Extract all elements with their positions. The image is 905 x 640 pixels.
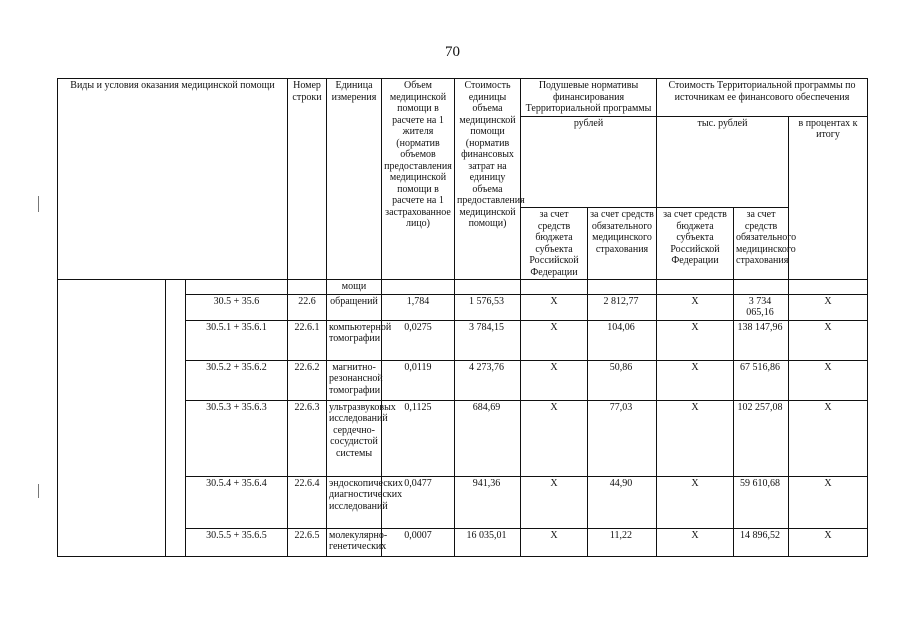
- header-volume: Объем медицинской помощи в расчете на 1 жителя (норматив объемов предоставления медицинской помощи в расчете на 1 застрахованное лицо): [382, 79, 455, 280]
- data-table: [57, 78, 868, 557]
- row-cost: 941,36: [455, 476, 521, 528]
- page-number: 70: [445, 44, 460, 60]
- row-unit: эндоскопических диагностических исследований: [327, 476, 382, 528]
- row-line: 22.6.5: [288, 528, 327, 556]
- row-unit: мощи: [327, 280, 382, 295]
- row-src-budget: X: [657, 528, 734, 556]
- row-line: 22.6.1: [288, 320, 327, 360]
- row-pc-oms: 104,06: [588, 320, 657, 360]
- row-src-oms: 14 896,52: [734, 528, 789, 556]
- row-src-budget: X: [657, 400, 734, 476]
- header-pc-budget: за счет средств бюджета субъекта Российской Федерации: [521, 208, 588, 280]
- row-cost: 3 784,15: [455, 320, 521, 360]
- row-src-oms: 138 147,96: [734, 320, 789, 360]
- row-unit: компьютерной томографии: [327, 320, 382, 360]
- row-pc-budget: X: [521, 476, 588, 528]
- row-src-budget: X: [657, 320, 734, 360]
- row-src-oms: 59 610,68: [734, 476, 789, 528]
- row-code: [186, 280, 288, 295]
- header-percent: в процентах к итогу: [789, 116, 868, 280]
- row-src-oms: 67 516,86: [734, 360, 789, 400]
- row-code: 30.5.4 + 35.6.4: [186, 476, 288, 528]
- row-percent: X: [789, 320, 868, 360]
- header-unit-rub: рублей: [521, 116, 657, 208]
- row-percent: X: [789, 294, 868, 320]
- row-pc-oms: 77,03: [588, 400, 657, 476]
- stub-cell: [166, 280, 186, 557]
- header-line-number: Номер строки: [288, 79, 327, 280]
- header-unit-thousand-rub: тыс. рублей: [657, 116, 789, 208]
- row-pc-budget: X: [521, 360, 588, 400]
- row-pc-budget: X: [521, 320, 588, 360]
- row-volume: 0,0275: [382, 320, 455, 360]
- row-pc-budget: X: [521, 528, 588, 556]
- row-pc-budget: X: [521, 294, 588, 320]
- row-src-oms: 102 257,08: [734, 400, 789, 476]
- continuation-row: [58, 280, 868, 295]
- row-percent: X: [789, 360, 868, 400]
- row-src-oms: 3 734 065,16: [734, 294, 789, 320]
- row-percent: X: [789, 400, 868, 476]
- row-line: [288, 280, 327, 295]
- row-src-budget: X: [657, 476, 734, 528]
- row-volume: 0,0477: [382, 476, 455, 528]
- row-code: 30.5.1 + 35.6.1: [186, 320, 288, 360]
- row-code: 30.5.5 + 35.6.5: [186, 528, 288, 556]
- stub-cell: [58, 280, 166, 557]
- row-unit: обращений: [327, 294, 382, 320]
- row-unit: ультразвуковых исследований сердечно-сосудистой системы: [327, 400, 382, 476]
- row-volume: 0,0119: [382, 360, 455, 400]
- row-line: 22.6.2: [288, 360, 327, 400]
- row-volume: 0,0007: [382, 528, 455, 556]
- row-unit: молекулярно-генетических: [327, 528, 382, 556]
- row-code: 30.5.2 + 35.6.2: [186, 360, 288, 400]
- row-cost: 684,69: [455, 400, 521, 476]
- header-per-capita: Подушевые нормативы финансирования Территориальной программы: [521, 79, 657, 117]
- header-pc-oms: за счет средств обязательного медицинского страхования: [588, 208, 657, 280]
- row-cost: 1 576,53: [455, 294, 521, 320]
- row-line: 22.6: [288, 294, 327, 320]
- row-pc-oms: 44,90: [588, 476, 657, 528]
- row-code: 30.5 + 35.6: [186, 294, 288, 320]
- margin-mark: [38, 484, 39, 498]
- header-cost: Стоимость единицы объема медицинской помощи (норматив финансовых затрат на единицу объема предоставления медицинской помощи): [455, 79, 521, 280]
- header-src-budget: за счет средств бюджета субъекта Российской Федерации: [657, 208, 734, 280]
- header-unit: Единица измерения: [327, 79, 382, 280]
- header-sources: Стоимость Территориальной программы по источникам ее финансового обеспечения: [657, 79, 868, 117]
- row-volume: 1,784: [382, 294, 455, 320]
- row-pc-budget: X: [521, 400, 588, 476]
- row-cost: 4 273,76: [455, 360, 521, 400]
- row-src-budget: X: [657, 360, 734, 400]
- header-type: Виды и условия оказания медицинской помощи: [58, 79, 288, 280]
- row-cost: 16 035,01: [455, 528, 521, 556]
- row-unit: магнитно-резонансной томографии: [327, 360, 382, 400]
- row-pc-oms: 50,86: [588, 360, 657, 400]
- row-pc-oms: 11,22: [588, 528, 657, 556]
- row-src-budget: X: [657, 294, 734, 320]
- margin-mark: [38, 196, 39, 212]
- row-volume: 0,1125: [382, 400, 455, 476]
- row-code: 30.5.3 + 35.6.3: [186, 400, 288, 476]
- row-line: 22.6.4: [288, 476, 327, 528]
- header-src-oms: за счет средств обязательного медицинского страхования: [734, 208, 789, 280]
- row-line: 22.6.3: [288, 400, 327, 476]
- row-percent: X: [789, 528, 868, 556]
- row-pc-oms: 2 812,77: [588, 294, 657, 320]
- row-percent: X: [789, 476, 868, 528]
